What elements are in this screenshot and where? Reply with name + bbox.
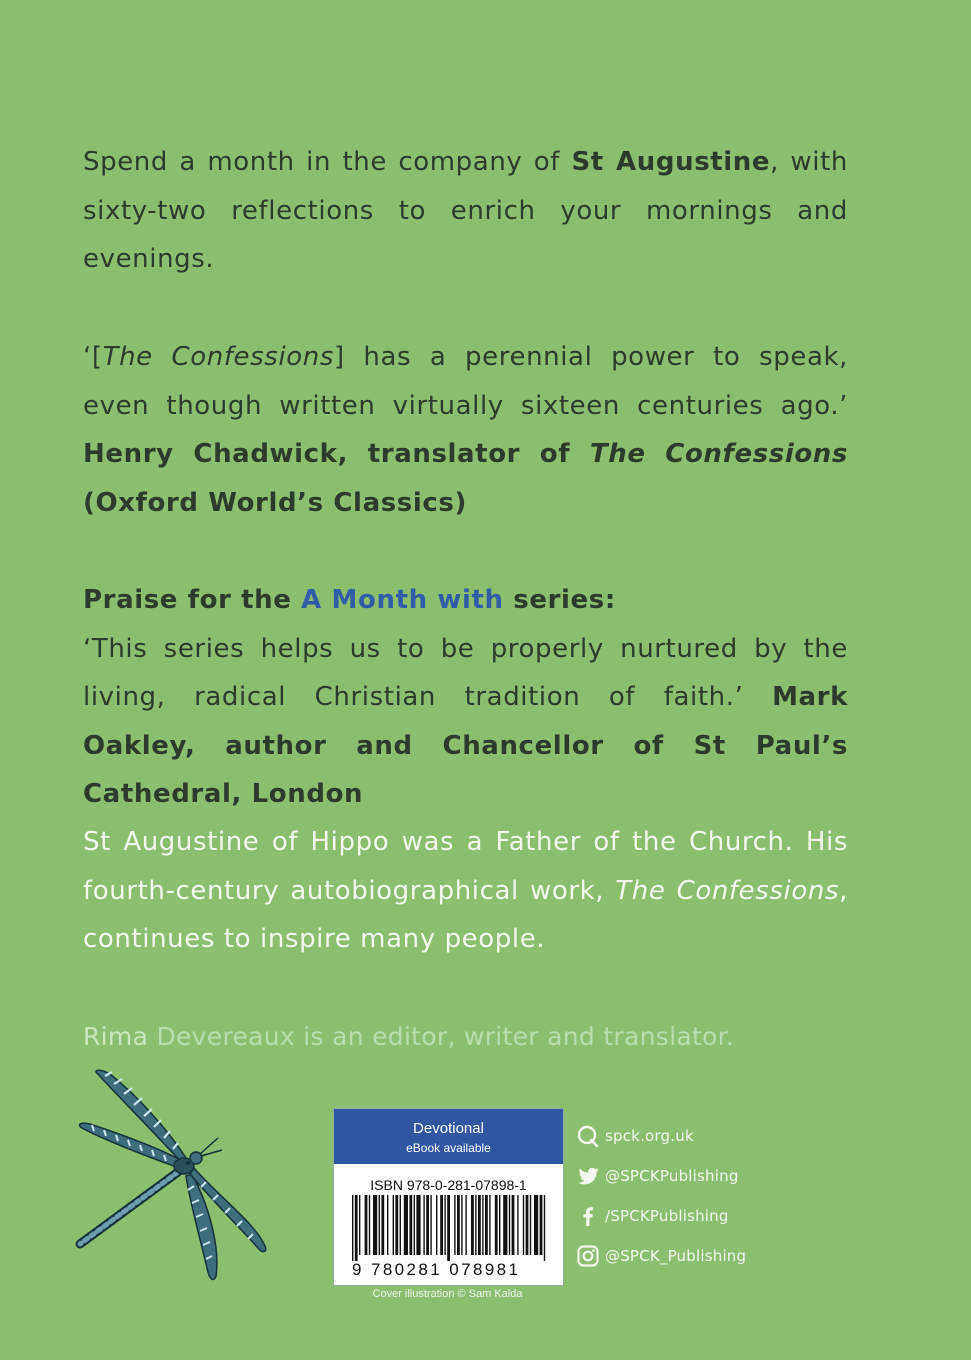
about-author: Rima Devereaux is an editor, writer and translator. bbox=[83, 1022, 735, 1051]
isbn-text: ISBN 978-0-281-07898-1 bbox=[370, 1177, 527, 1193]
website-text: spck.org.uk bbox=[605, 1127, 694, 1145]
barcode-bar bbox=[395, 1195, 398, 1255]
intro-bold-name: St Augustine bbox=[571, 147, 771, 177]
barcode-bar bbox=[471, 1195, 474, 1255]
intro-text: Spend a month in the company of bbox=[83, 147, 572, 177]
barcode-bar bbox=[482, 1195, 483, 1255]
about-augustine: St Augustine of Hippo was a Father of the Church. His fourth-century autobiographical work, The Confessions, continues to inspire many people. bbox=[83, 827, 848, 954]
barcode-bar bbox=[540, 1195, 543, 1255]
ebook-label: eBook available bbox=[406, 1141, 491, 1155]
barcode-bar bbox=[373, 1195, 377, 1255]
quote-body: ] has a perennial power to speak, even though written virtually sixteen centuries ago.’ bbox=[83, 342, 848, 421]
barcode-bar bbox=[369, 1195, 370, 1255]
barcode-bar bbox=[393, 1195, 394, 1255]
search-q-icon bbox=[576, 1124, 600, 1148]
chadwick-quote bbox=[83, 333, 848, 527]
barcode-bar bbox=[426, 1195, 429, 1255]
barcode-bar bbox=[544, 1195, 545, 1261]
twitter-icon bbox=[576, 1164, 600, 1188]
quote-title: The Confessions bbox=[102, 342, 334, 372]
barcode-digits: 9 780281 078981 bbox=[352, 1260, 521, 1279]
intro-paragraph bbox=[83, 138, 848, 284]
barcode-bar bbox=[352, 1195, 353, 1261]
barcode-bar bbox=[465, 1195, 466, 1255]
dragonfly-illustration bbox=[70, 1068, 270, 1283]
instagram-icon bbox=[576, 1244, 600, 1268]
cover-credit: Cover illustration © Sam Kalda bbox=[372, 1288, 523, 1300]
barcode-icon bbox=[350, 1195, 550, 1263]
barcode-bar bbox=[447, 1195, 450, 1261]
barcode-bar bbox=[436, 1195, 437, 1255]
website-link[interactable] bbox=[576, 1123, 694, 1149]
barcode-bar bbox=[517, 1195, 518, 1255]
barcode-bar bbox=[440, 1195, 443, 1255]
intro-text-end: , with sixty-two reflections to enrich your mornings and evenings. bbox=[83, 147, 848, 274]
twitter-text: @SPCKPublishing bbox=[605, 1167, 739, 1185]
barcode-bar bbox=[499, 1195, 500, 1255]
barcode-bar bbox=[416, 1195, 420, 1255]
barcode-bar bbox=[509, 1195, 510, 1255]
praise-attribution: Mark Oakley, author and Chancellor of St Paul’s Cathedral, London bbox=[83, 682, 848, 809]
barcode-bar bbox=[457, 1195, 460, 1255]
barcode-bar bbox=[365, 1195, 368, 1255]
barcode-bar bbox=[454, 1195, 455, 1255]
quote-attribution: Henry Chadwick, translator of The Confessions (Oxford World’s Classics) bbox=[83, 439, 848, 518]
facebook-text: /SPCKPublishing bbox=[605, 1207, 729, 1225]
instagram-text: @SPCK_Publishing bbox=[605, 1247, 747, 1265]
barcode-bar bbox=[423, 1195, 424, 1255]
praise-heading: Praise for the A Month with series: bbox=[83, 585, 616, 615]
barcode-bar bbox=[489, 1195, 490, 1255]
instagram-link[interactable] bbox=[576, 1243, 746, 1269]
barcode-bar bbox=[414, 1195, 415, 1255]
barcode-bar bbox=[534, 1195, 538, 1255]
barcode-bar bbox=[379, 1195, 380, 1255]
barcode-bar bbox=[485, 1195, 488, 1255]
barcode-bar bbox=[523, 1195, 524, 1255]
barcode-bar bbox=[530, 1195, 531, 1255]
category-label: Devotional bbox=[413, 1120, 484, 1137]
twitter-link[interactable] bbox=[576, 1163, 739, 1189]
series-name: A Month with bbox=[301, 585, 504, 615]
barcode-panel bbox=[333, 1108, 564, 1286]
quote-open: ‘[ bbox=[83, 342, 103, 372]
barcode-bar bbox=[478, 1195, 481, 1255]
category-band bbox=[334, 1109, 563, 1164]
barcode-bar bbox=[400, 1195, 401, 1255]
barcode-bar bbox=[512, 1195, 515, 1255]
barcode-bar bbox=[381, 1195, 384, 1255]
barcode-bar bbox=[359, 1195, 360, 1255]
about-title: The Confessions bbox=[615, 875, 840, 906]
barcode-bar bbox=[409, 1195, 412, 1255]
barcode-bar bbox=[387, 1195, 388, 1255]
barcode-bar bbox=[526, 1195, 529, 1255]
facebook-link[interactable] bbox=[576, 1203, 729, 1229]
barcode-bar bbox=[503, 1195, 507, 1255]
barcode-bar bbox=[430, 1195, 431, 1255]
barcode-bar bbox=[444, 1195, 445, 1255]
barcode-bar bbox=[404, 1195, 408, 1255]
facebook-icon bbox=[576, 1204, 600, 1228]
barcode-bar bbox=[475, 1195, 476, 1255]
barcode-bar bbox=[495, 1195, 498, 1255]
praise-quote: ‘This series helps us to be properly nurtured by the living, radical Christian tradition of faith.’ bbox=[83, 633, 848, 712]
barcode-bar bbox=[355, 1195, 358, 1261]
barcode-bar bbox=[461, 1195, 462, 1255]
praise-section bbox=[83, 576, 848, 819]
